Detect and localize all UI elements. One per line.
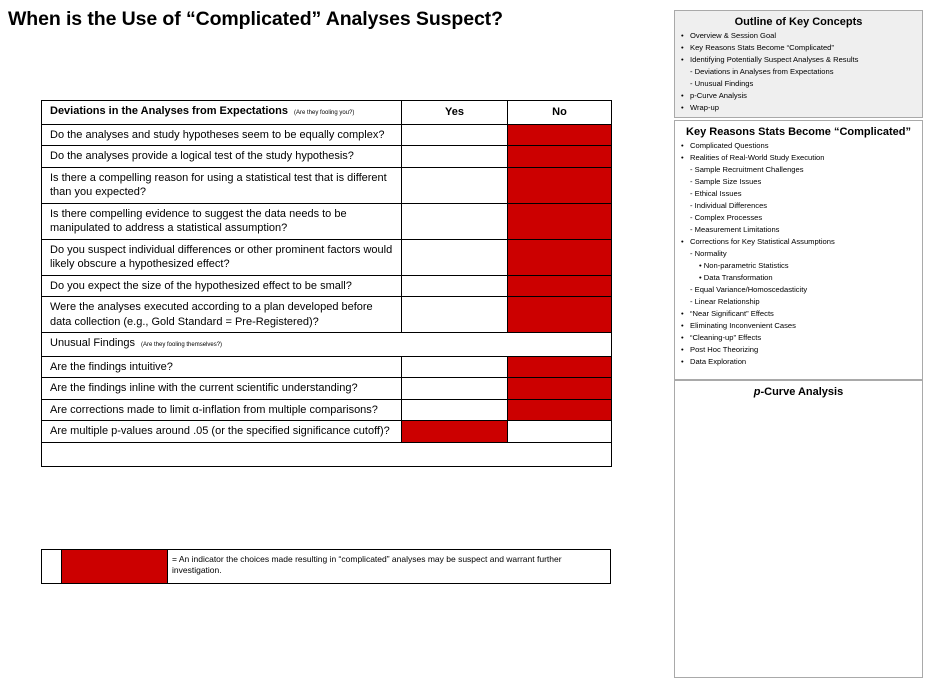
yes-cell — [402, 167, 508, 203]
question-cell: Are corrections made to limit α-inflation from multiple comparisons? — [42, 399, 402, 421]
question-cell: Is there compelling evidence to suggest the data needs to be manipulated to address a statistical assumption? — [42, 203, 402, 239]
no-cell — [508, 356, 612, 378]
question-cell: Do you suspect individual differences or other prominent factors would likely obscure a hypothesized effect? — [42, 239, 402, 275]
no-cell — [508, 146, 612, 168]
yes-cell — [402, 275, 508, 297]
list-item: - Unusual Findings — [681, 78, 922, 90]
list-item: - Linear Relationship — [681, 296, 922, 308]
yes-cell — [402, 356, 508, 378]
yes-cell — [402, 399, 508, 421]
yes-cell — [402, 378, 508, 400]
no-cell — [508, 378, 612, 400]
no-cell — [508, 421, 612, 443]
legend-red-swatch — [62, 550, 168, 583]
list-item: - Normality — [681, 248, 922, 260]
yes-cell — [402, 239, 508, 275]
question-cell: Were the analyses executed according to a plan developed before data collection (e.g., Gold Standard = Pre-Registered)? — [42, 297, 402, 333]
yes-cell — [402, 297, 508, 333]
pcurve-title: p-Curve Analysis — [753, 386, 844, 398]
list-item: • Key Reasons Stats Become “Complicated” — [681, 42, 922, 54]
table-header-row — [42, 101, 612, 125]
question-cell: Do the analyses and study hypotheses seem to be equally complex? — [42, 124, 402, 146]
no-column-header: No — [508, 101, 612, 125]
table-row — [42, 239, 612, 275]
legend-text: = An indicator the choices made resulting in “complicated” analyses may be suspect and warrant further investigation. — [172, 554, 562, 575]
reasons-list — [675, 140, 922, 368]
table-row — [42, 167, 612, 203]
unusual-findings-header: Unusual Findings (Are they fooling themselves?) — [42, 333, 612, 357]
list-item: • Corrections for Key Statistical Assumptions — [681, 236, 922, 248]
page-title: When is the Use of “Complicated” Analyses Suspect? — [8, 8, 503, 30]
question-cell: Is there a compelling reason for using a statistical test that is different than you expected? — [42, 167, 402, 203]
no-cell — [508, 124, 612, 146]
list-item: • Data Exploration — [681, 356, 922, 368]
yes-cell — [402, 124, 508, 146]
list-item: • Wrap-up — [681, 102, 922, 114]
list-item: - Equal Variance/Homoscedasticity — [681, 284, 922, 296]
question-cell: Are the findings intuitive? — [42, 356, 402, 378]
list-item: - Sample Recruitment Challenges — [681, 164, 922, 176]
table-row — [42, 356, 612, 378]
list-item: - Individual Differences — [681, 200, 922, 212]
unusual-findings-note: (Are they fooling themselves?) — [141, 342, 223, 348]
list-item: • Complicated Questions — [681, 140, 922, 152]
no-cell — [508, 399, 612, 421]
list-item: • “Cleaning-up” Effects — [681, 332, 922, 344]
list-item: • Identifying Potentially Suspect Analyses & Results — [681, 54, 922, 66]
legend — [41, 549, 611, 584]
table-row — [42, 275, 612, 297]
question-cell: Are the findings inline with the current scientific understanding? — [42, 378, 402, 400]
suspect-analyses-checklist — [41, 100, 612, 467]
list-item: • p-Curve Analysis — [681, 90, 922, 102]
no-cell — [508, 275, 612, 297]
outline-title: Outline of Key Concepts — [734, 16, 863, 28]
list-item: • Eliminating Inconvenient Cases — [681, 320, 922, 332]
legend-blank-cell — [42, 550, 62, 583]
list-item: - Sample Size Issues — [681, 176, 922, 188]
no-cell — [508, 203, 612, 239]
list-item: • Post Hoc Theorizing — [681, 344, 922, 356]
unusual-findings-header-row — [42, 333, 612, 357]
no-cell — [508, 297, 612, 333]
empty-spacer-row — [42, 442, 612, 466]
table-row — [42, 124, 612, 146]
deviations-note: (Are they fooling you?) — [294, 110, 355, 116]
no-cell — [508, 239, 612, 275]
question-cell: Do you expect the size of the hypothesized effect to be small? — [42, 275, 402, 297]
reasons-title: Key Reasons Stats Become “Complicated” — [686, 126, 911, 138]
table-row — [42, 421, 612, 443]
yes-cell — [402, 421, 508, 443]
outline-list — [675, 30, 922, 114]
pcurve-panel — [674, 380, 923, 678]
yes-cell — [402, 203, 508, 239]
list-item: • “Near Significant” Effects — [681, 308, 922, 320]
table-row — [42, 399, 612, 421]
outline-panel — [674, 10, 923, 118]
list-item: • Non-parametric Statistics — [681, 260, 922, 272]
question-cell: Do the analyses provide a logical test of the study hypothesis? — [42, 146, 402, 168]
table-row — [42, 203, 612, 239]
list-item: - Ethical Issues — [681, 188, 922, 200]
yes-cell — [402, 146, 508, 168]
yes-column-header: Yes — [402, 101, 508, 125]
list-item: • Realities of Real-World Study Execution — [681, 152, 922, 164]
spacer-cell — [42, 442, 612, 466]
table-row — [42, 378, 612, 400]
reasons-panel — [674, 120, 923, 380]
no-cell — [508, 167, 612, 203]
list-item: • Data Transformation — [681, 272, 922, 284]
deviations-header: Deviations in the Analyses from Expectations (Are they fooling you?) — [42, 101, 402, 125]
question-cell: Are multiple p-values around .05 (or the specified significance cutoff)? — [42, 421, 402, 443]
table-row — [42, 297, 612, 333]
list-item: - Measurement Limitations — [681, 224, 922, 236]
table-row — [42, 146, 612, 168]
list-item: • Overview & Session Goal — [681, 30, 922, 42]
list-item: - Deviations in Analyses from Expectations — [681, 66, 922, 78]
list-item: - Complex Processes — [681, 212, 922, 224]
